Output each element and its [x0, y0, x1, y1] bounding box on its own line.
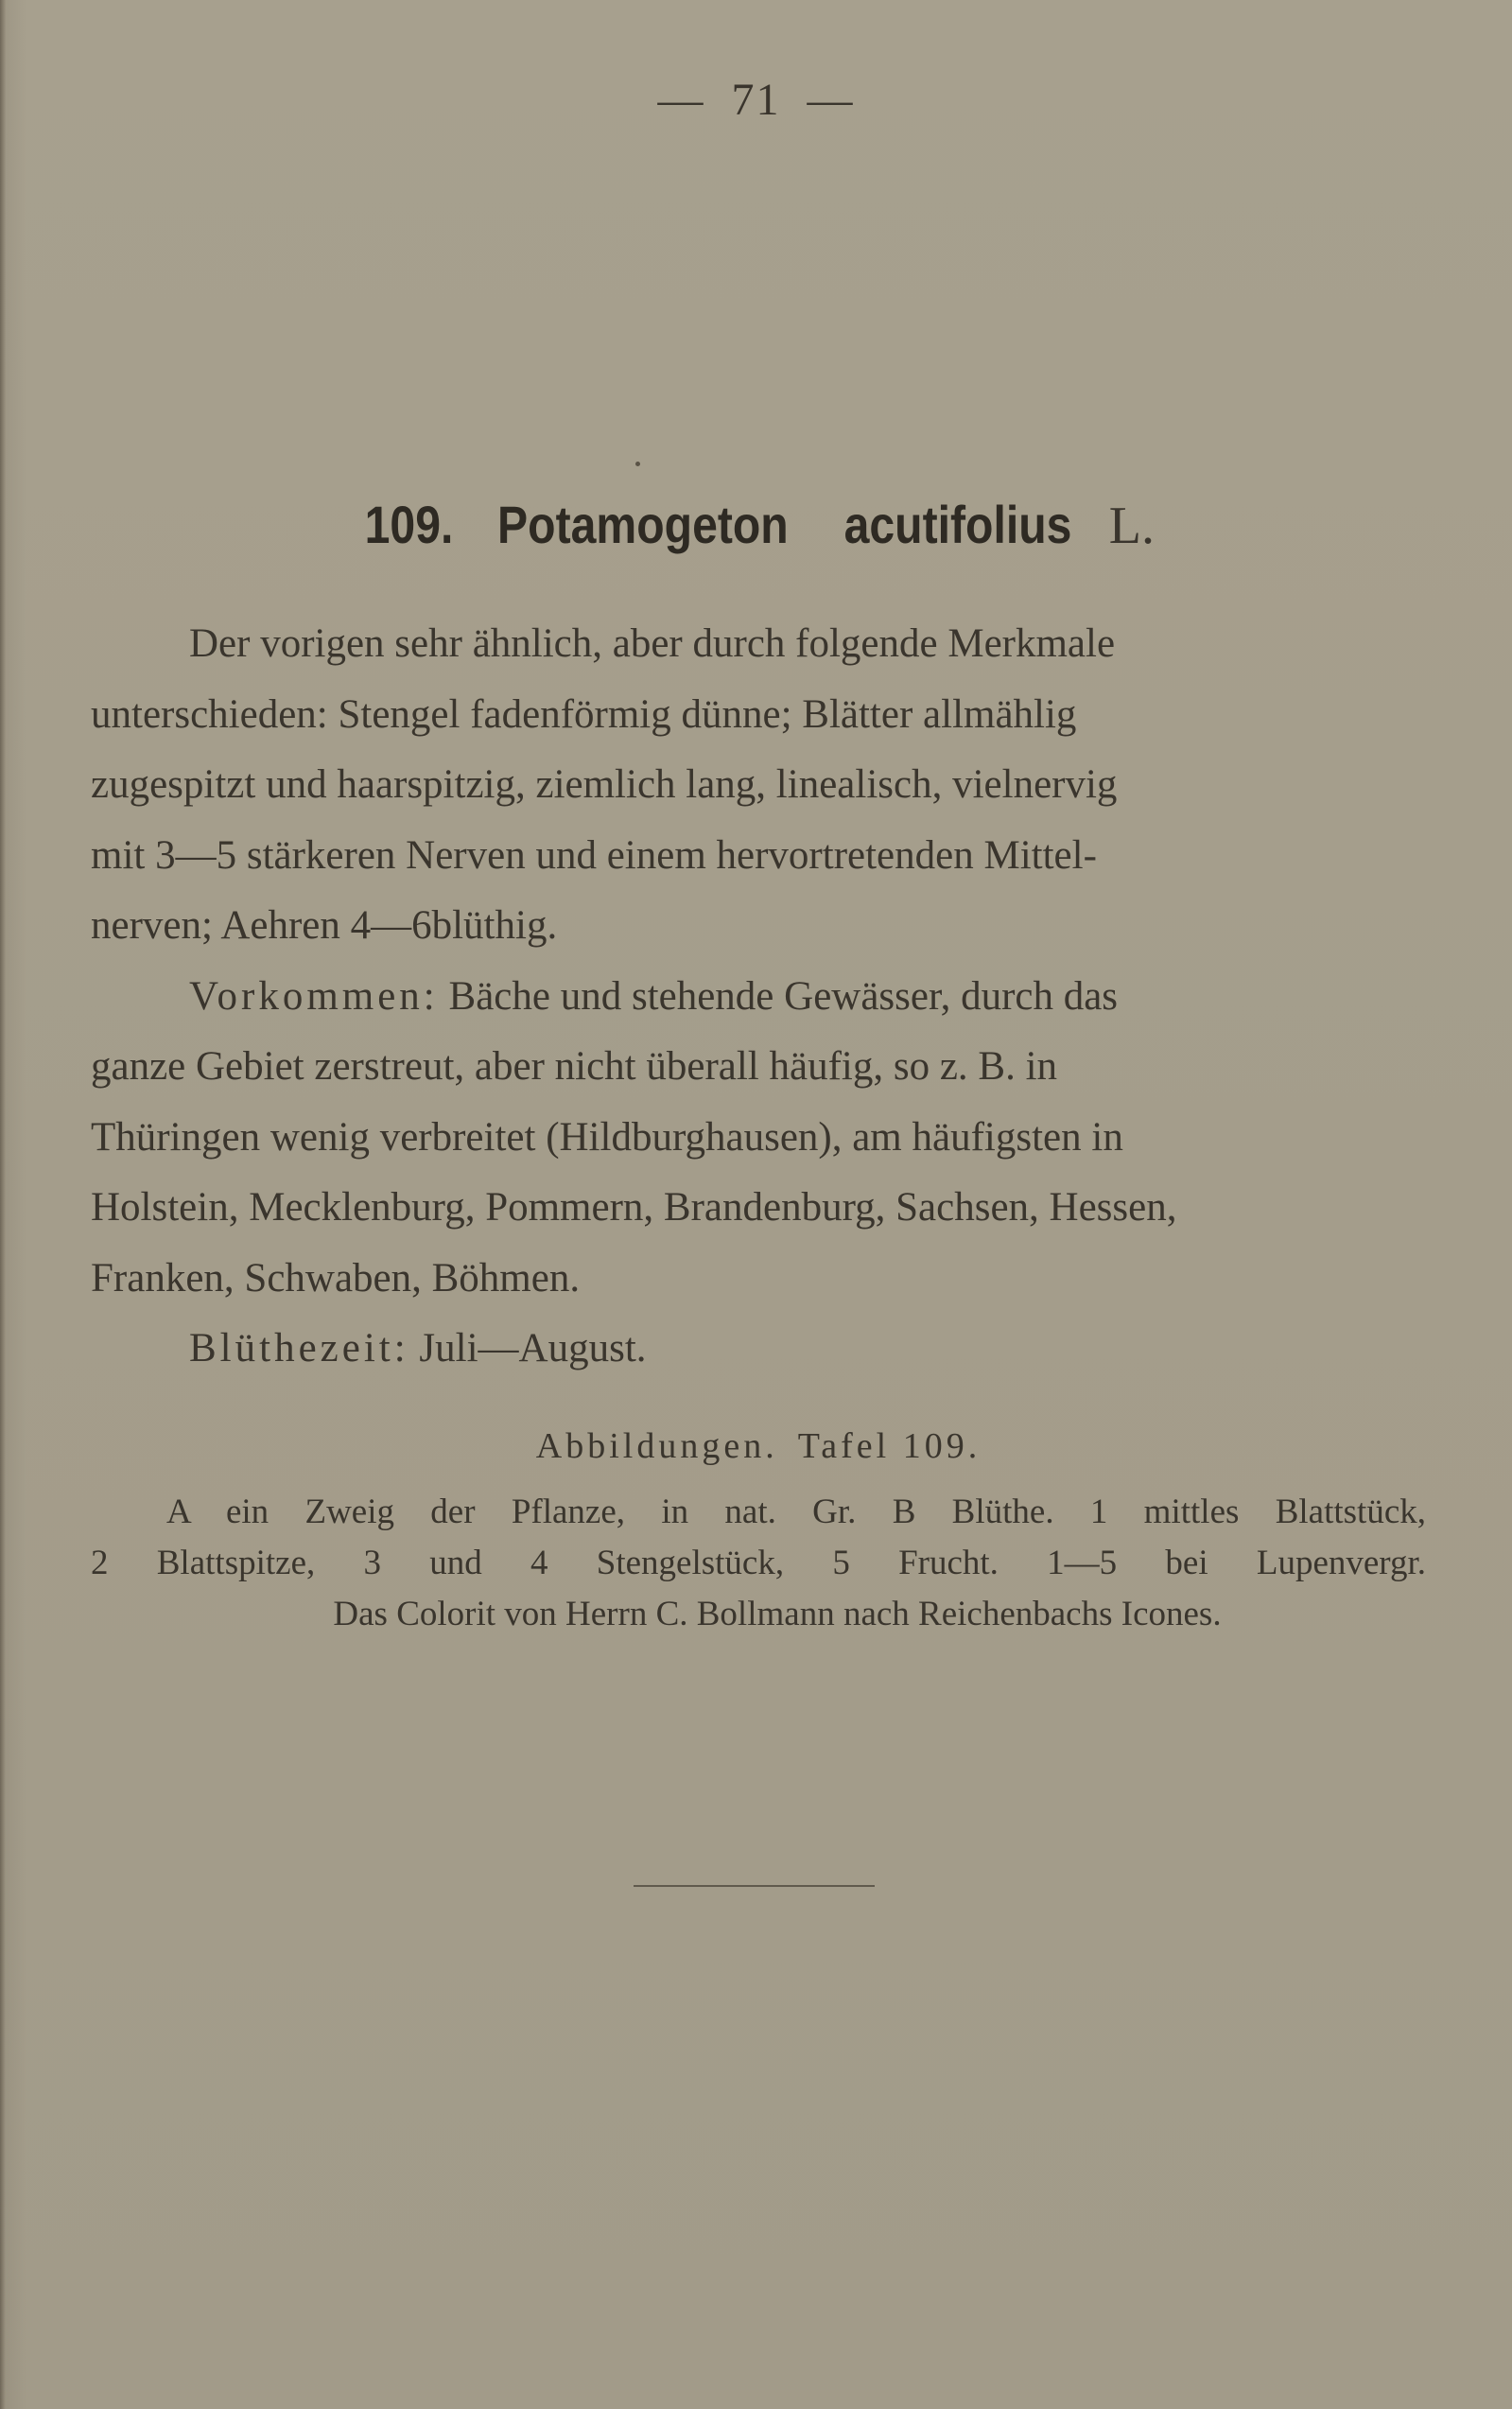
- occurrence-line: ganze Gebiet zerstreut, aber nicht überall häufig, so z. B. in: [91, 1044, 1058, 1089]
- flowering-label: Blüthezeit:: [189, 1326, 409, 1370]
- occurrence-text: Bäche und stehende Gewässer, durch das: [448, 973, 1119, 1019]
- illustrations-line: Das Colorit von Herrn C. Bollmann nach Reichenbachs Icones.: [333, 1595, 1222, 1633]
- flowering-value: Juli—August.: [419, 1326, 647, 1370]
- description-line: mit 3—5 stärkeren Nerven und einem hervortretenden Mittel-: [91, 832, 1097, 878]
- illustrations-section: [91, 1421, 1426, 1640]
- species-epithet: acutifolius: [843, 495, 1072, 554]
- illustrations-title: [91, 1421, 1426, 1472]
- end-rule-divider: [634, 1885, 875, 1887]
- species-author: L.: [1108, 497, 1155, 555]
- illustrations-line: 2 Blattspitze, 3 und 4 Stengelstück, 5 Frucht. 1—5 bei Lupenvergr.: [91, 1544, 1426, 1582]
- flowering-line: [91, 1314, 1426, 1385]
- species-number: 109.: [364, 495, 454, 554]
- page-number-dash-left: —: [657, 75, 705, 125]
- plate-reference: Tafel 109.: [797, 1426, 982, 1466]
- occurrence-label: Vorkommen:: [189, 973, 439, 1019]
- description-line: Der vorigen sehr ähnlich, aber durch folgende Merkmale: [189, 621, 1116, 666]
- page-number: [0, 74, 1512, 126]
- description-line: nerven; Aehren 4—6blüthig.: [91, 903, 558, 948]
- occurrence-line: Franken, Schwaben, Böhmen.: [91, 1255, 581, 1301]
- description-line: zugespitzt und haarspitzig, ziemlich lang, linealisch, vielnervig: [91, 762, 1118, 807]
- page-number-dash-right: —: [807, 75, 855, 125]
- print-speck: [635, 462, 640, 466]
- occurrence-line: Holstein, Mecklenburg, Pommern, Brandenburg, Sachsen, Hessen,: [91, 1185, 1177, 1230]
- illustrations-line: A ein Zweig der Pflanze, in nat. Gr. B Blüthe. 1 mittles Blattstück,: [166, 1493, 1426, 1531]
- page-number-value: 71: [731, 75, 781, 125]
- species-heading: [0, 494, 1512, 556]
- occurrence-line: [91, 962, 1426, 1033]
- genus-name: Potamogeton: [497, 495, 789, 554]
- body-text: [91, 609, 1426, 1385]
- description-line: unterschieden: Stengel fadenförmig dünne; Blätter allmählig: [91, 691, 1077, 737]
- occurrence-line: Thüringen wenig verbreitet (Hildburghausen), am häufigsten in: [91, 1114, 1123, 1160]
- illustrations-label: Abbildungen.: [535, 1426, 778, 1466]
- page-edge-shadow: [0, 0, 6, 2409]
